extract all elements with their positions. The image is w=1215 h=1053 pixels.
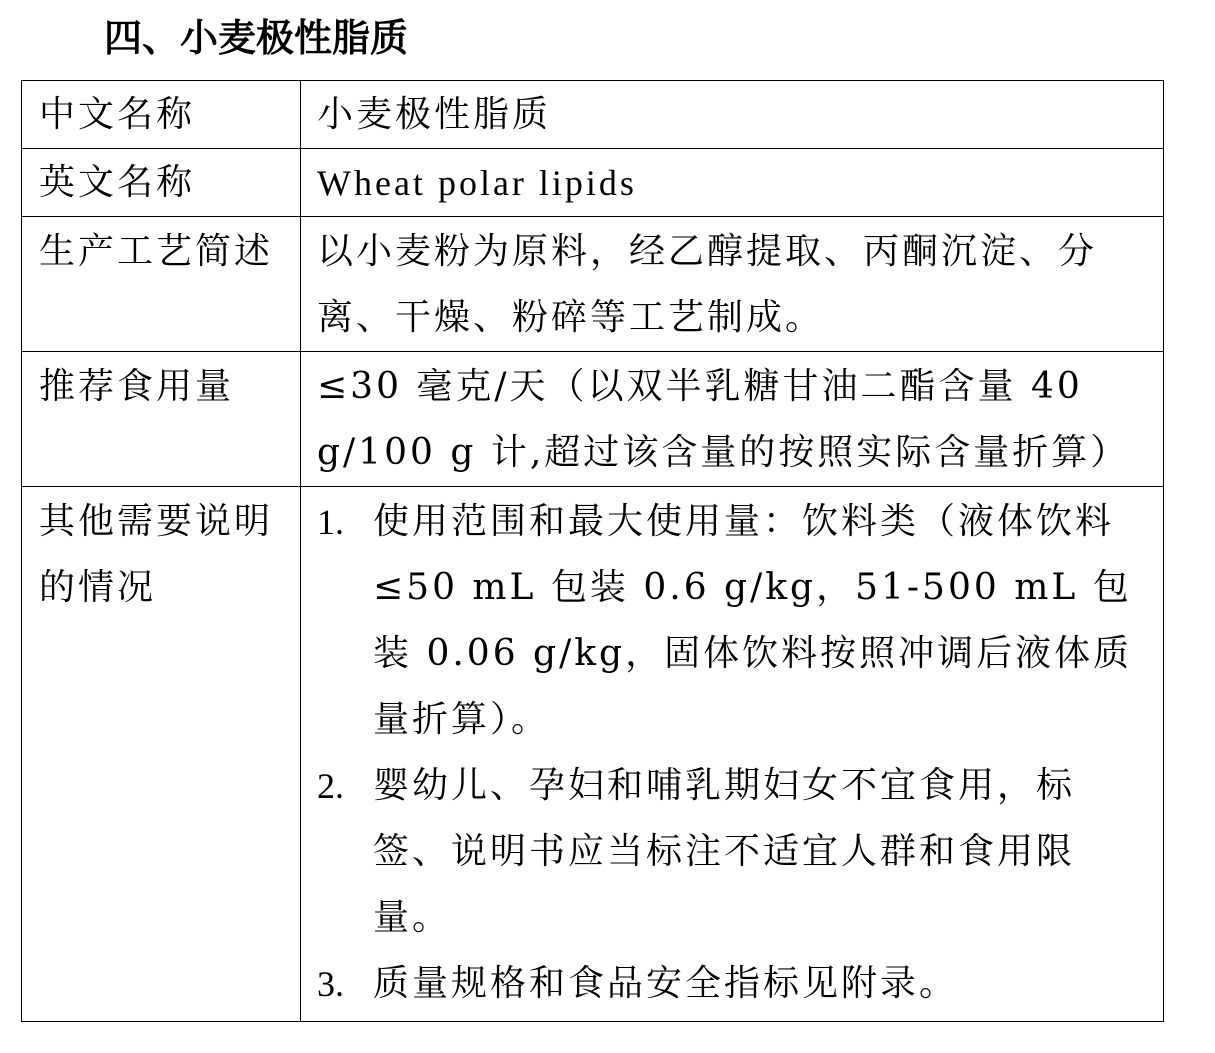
list-item [317,951,1151,1017]
row-label-chinese-name: 中文名称 [22,81,301,149]
notes-list [317,489,1151,1017]
list-item-number: 1. [317,502,344,542]
table-row [22,217,1164,352]
row-value-chinese-name: 小麦极性脂质 [301,81,1164,149]
table-row [22,487,1164,1022]
list-item [317,753,1151,951]
list-item-text: 使用范围和最大使用量：饮料类（液体饮料 ≤50 mL 包装 0.6 g/kg，51-500 mL 包装 0.06 g/kg，固体饮料按照冲调后液体质量折算）。 [373,501,1133,740]
row-value-process: 以小麦粉为原料，经乙醇提取、丙酮沉淀、分离、干燥、粉碎等工艺制成。 [301,217,1164,352]
table-row [22,352,1164,487]
row-label-other-notes: 其他需要说明的情况 [22,487,301,1022]
list-item [317,489,1151,753]
list-item-text: 质量规格和食品安全指标见附录。 [373,963,959,1004]
row-value-other-notes [301,487,1164,1022]
row-value-english-name: Wheat polar lipids [301,149,1164,217]
table-row [22,149,1164,217]
list-item-number: 2. [317,766,344,806]
row-label-english-name: 英文名称 [22,149,301,217]
section-heading: 四、小麦极性脂质 [104,16,409,60]
row-value-recommended-intake: ≤30 毫克/天（以双半乳糖甘油二酯含量 40 g/100 g 计,超过该含量的按照实际含量折算） [301,352,1164,487]
list-item-number: 3. [317,964,344,1004]
specification-table [21,80,1164,1022]
row-label-recommended-intake: 推荐食用量 [22,352,301,487]
table-row [22,81,1164,149]
row-label-process: 生产工艺简述 [22,217,301,352]
list-item-text: 婴幼儿、孕妇和哺乳期妇女不宜食用，标签、说明书应当标注不适宜人群和食用限量。 [373,765,1076,938]
